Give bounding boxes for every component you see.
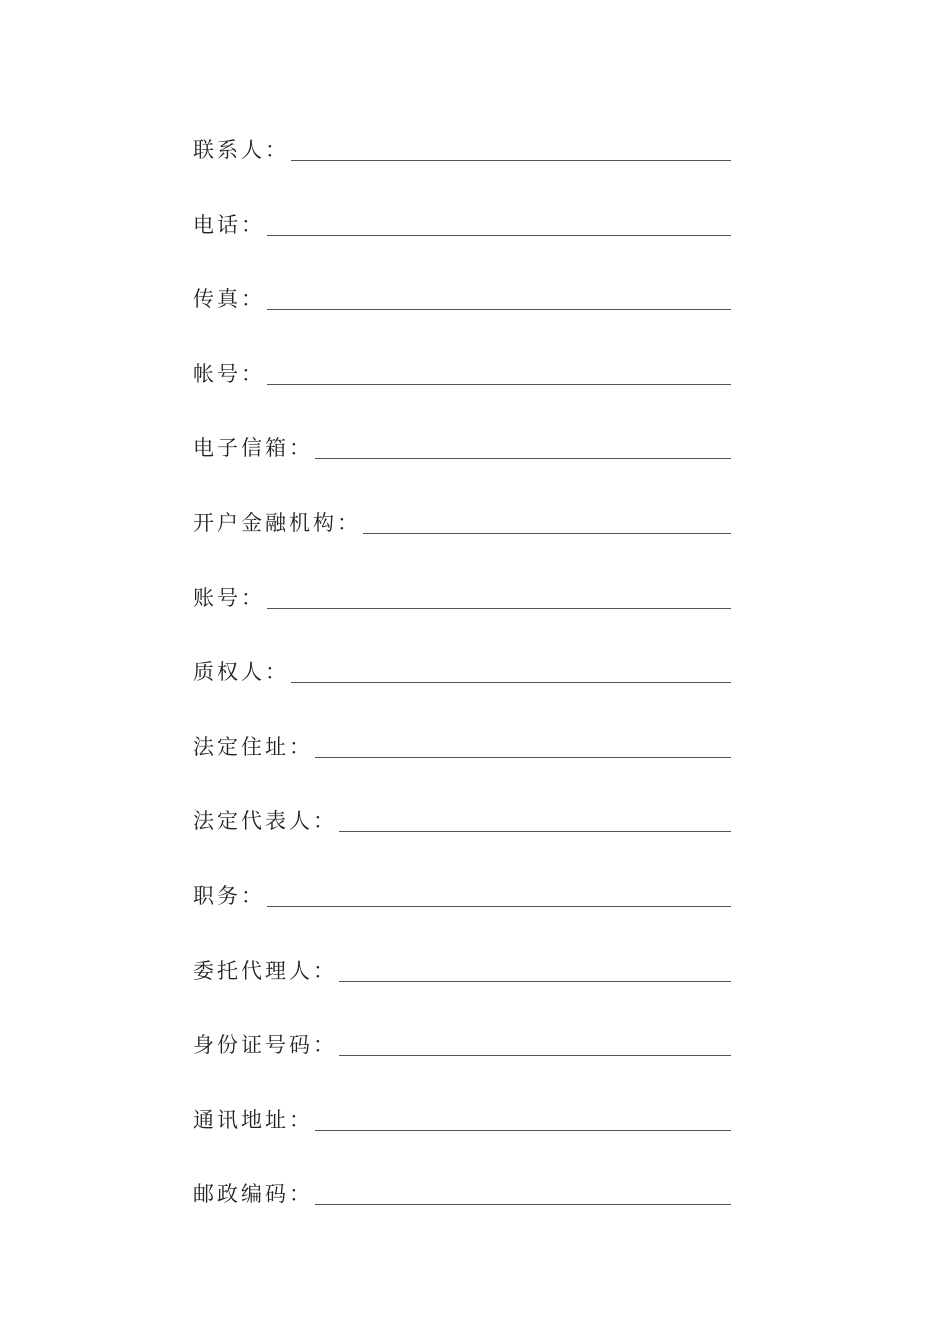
- field-row-legal-representative: [193, 759, 731, 834]
- blank-line[interactable]: [315, 1130, 731, 1131]
- contact-info-form: [193, 132, 731, 1206]
- field-row-position: [193, 833, 731, 908]
- blank-line[interactable]: [267, 235, 731, 236]
- blank-line[interactable]: [291, 160, 731, 161]
- blank-line[interactable]: [267, 384, 731, 385]
- field-row-bank: [193, 460, 731, 535]
- blank-line[interactable]: [363, 533, 731, 534]
- blank-line[interactable]: [315, 1204, 731, 1205]
- field-row-postal-code: [193, 1132, 731, 1207]
- blank-line[interactable]: [267, 906, 731, 907]
- field-row-phone: [193, 162, 731, 237]
- blank-line[interactable]: [291, 682, 731, 683]
- field-label: 帐号：: [193, 361, 265, 386]
- field-row-mailing-address: [193, 1057, 731, 1132]
- field-row-account: [193, 311, 731, 386]
- field-row-pledgee: [193, 610, 731, 685]
- field-label: 电子信箱：: [193, 436, 313, 461]
- field-label: 联系人：: [193, 138, 289, 162]
- field-row-bank-account: [193, 535, 731, 610]
- field-label: 邮政编码：: [193, 1182, 313, 1207]
- field-label: 传真：: [193, 287, 265, 312]
- field-label: 身份证号码：: [193, 1033, 337, 1058]
- field-label: 开户金融机构：: [193, 510, 361, 535]
- blank-line[interactable]: [339, 1055, 731, 1056]
- field-label: 法定住址：: [193, 734, 313, 759]
- field-row-fax: [193, 237, 731, 312]
- field-label: 委托代理人：: [193, 958, 337, 983]
- field-label: 账号：: [193, 585, 265, 610]
- blank-line[interactable]: [267, 309, 731, 310]
- field-label: 电话：: [193, 212, 265, 237]
- field-label: 质权人：: [193, 660, 289, 685]
- blank-line[interactable]: [267, 608, 731, 609]
- field-row-email: [193, 386, 731, 461]
- blank-line[interactable]: [339, 981, 731, 982]
- field-label: 法定代表人：: [193, 809, 337, 834]
- blank-line[interactable]: [339, 831, 731, 832]
- blank-line[interactable]: [315, 458, 731, 459]
- field-row-contact-person: [193, 132, 731, 162]
- field-row-agent: [193, 908, 731, 983]
- field-row-id-number: [193, 983, 731, 1058]
- field-label: 职务：: [193, 883, 265, 908]
- blank-line[interactable]: [315, 757, 731, 758]
- field-label: 通讯地址：: [193, 1107, 313, 1132]
- field-row-legal-address: [193, 684, 731, 759]
